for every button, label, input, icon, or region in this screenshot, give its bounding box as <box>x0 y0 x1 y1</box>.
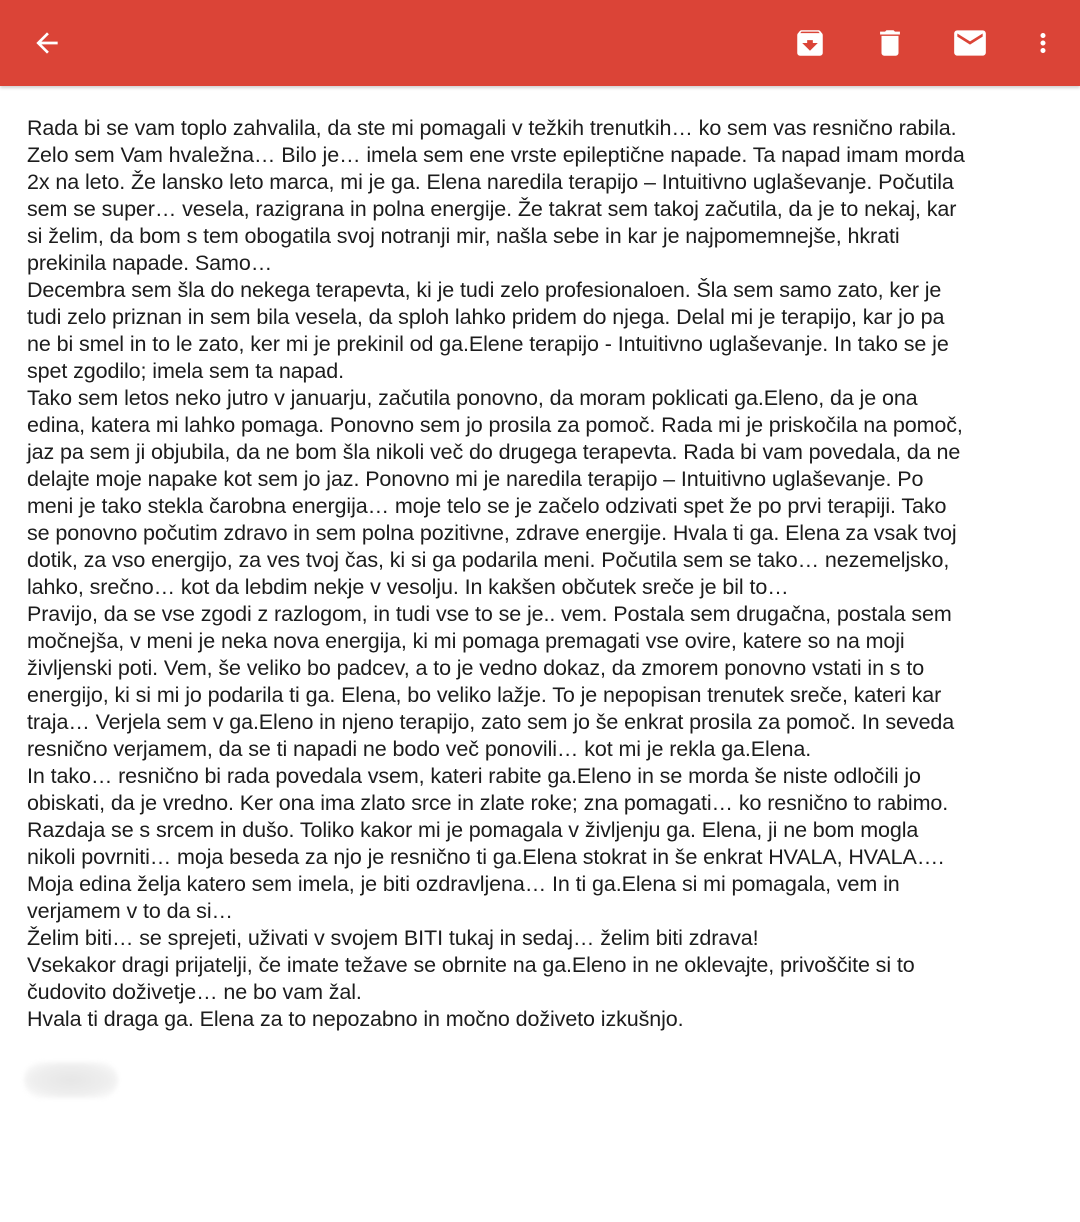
message-line: Decembra sem šla do nekega terapevta, ki je tudi zelo profesionaloen. Šla sem samo zato, ker je <box>27 278 942 302</box>
message-line: tudi zelo priznan in sem bila vesela, da sploh lahko pridem do njega. Delal mi je terapijo, kar jo pa <box>27 305 945 329</box>
message-line: Zelo sem Vam hvaležna… Bilo je… imela sem ene vrste epileptične napade. Ta napad imam morda <box>27 143 965 167</box>
message-line: prekinila napade. Samo… <box>27 251 273 275</box>
message-line: lahko, srečno… kot da lebdim nekje v vesolju. In kakšen občutek sreče je bil to… <box>27 575 789 599</box>
message-line: Rada bi se vam toplo zahvalila, da ste mi pomagali v težkih trenutkih… ko sem vas resnično rabila. <box>27 116 957 140</box>
message-line: obiskati, da je vredno. Ker ona ima zlato srce in zlate roke; zna pomagati… ko resnično to rabimo. <box>27 791 949 815</box>
message-line: ne bi smel in to le zato, ker mi je prekinil od ga.Elene terapijo - Intuitivno uglaševanje. In tako se je <box>27 332 949 356</box>
message-line: jaz pa sem ji objubila, da ne bom šla nikoli več do drugega terapevta. Rada bi vam povedala, da ne <box>27 440 961 464</box>
message-line: čudovito doživetje… ne bo vam žal. <box>27 980 362 1004</box>
archive-icon <box>793 26 827 60</box>
message-line: Vsekakor dragi prijatelji, če imate težave se obrnite na ga.Eleno in ne oklevajte, privoščite si to <box>27 953 915 977</box>
message-line: Hvala ti draga ga. Elena za to nepozabno in močno doživeto izkušnjo. <box>27 1007 684 1031</box>
mail-icon <box>951 24 989 62</box>
message-line: Pravijo, da se vse zgodi z razlogom, in tudi vse to se je.. vem. Postala sem drugačna, postala sem <box>27 602 952 626</box>
delete-button[interactable] <box>865 18 915 68</box>
message-line: meni je tako stekla čarobna energija… moje telo se je začelo odzivati spet že po prvi terapiji. Tako <box>27 494 947 518</box>
message-line: verjamem v to da si… <box>27 899 233 923</box>
message-line: traja… Verjela sem v ga.Eleno in njeno terapijo, zato sem jo še enkrat prosila za pomoč. In seveda <box>27 710 955 734</box>
message-line: Tako sem letos neko jutro v januarju, začutila ponovno, da moram poklicati ga.Eleno, da je ona <box>27 386 918 410</box>
message-line: energijo, ki si mi jo podarila ti ga. Elena, bo veliko lažje. To je nepopisan trenutek sreče, kateri kar <box>27 683 942 707</box>
message-line: dotik, za vso energijo, za ves tvoj čas, ki si ga podarila meni. Počutila sem se tako… nezemeljsko, <box>27 548 950 572</box>
message-line: In tako… resnično bi rada povedala vsem, kateri rabite ga.Eleno in se morda še niste odločili jo <box>27 764 921 788</box>
message-line: Razdaja se s srcem in dušo. Toliko kakor mi je pomagala v življenju ga. Elena, ji ne bom mogla <box>27 818 919 842</box>
message-line: resnično verjamem, da se ti napadi ne bodo več ponovili… kot mi je rekla ga.Elena. <box>27 737 812 761</box>
back-button[interactable] <box>22 18 72 68</box>
message-line: sem se super… vesela, razigrana in polna energije. Že takrat sem takoj začutila, da je to nekaj, kar <box>27 197 957 221</box>
mark-unread-button[interactable] <box>945 18 995 68</box>
message-line: 2x na leto. Že lansko leto marca, mi je ga. Elena naredila terapijo – Intuitivno uglaševanje. Počutila <box>27 170 954 194</box>
blurred-signature <box>24 1062 118 1098</box>
message-line: močnejša, v meni je neka nova energija, ki mi pomaga premagati vse ovire, katere so na moji <box>27 629 905 653</box>
message-body <box>27 115 1072 1033</box>
arrow-back-icon <box>31 27 63 59</box>
message-line: se ponovno počutim zdravo in sem polna pozitivne, zdrave energije. Hvala ti ga. Elena za vsak tvoj <box>27 521 957 545</box>
delete-icon <box>873 26 907 60</box>
more-vert-icon <box>1028 28 1058 58</box>
message-line: spet zgodilo; imela sem ta napad. <box>27 359 344 383</box>
message-line: delajte moje napake kot sem jo jaz. Ponovno mi je naredila terapijo – Intuitivno uglaševanje. Po <box>27 467 924 491</box>
message-line: Moja edina želja katero sem imela, je biti ozdravljena… In ti ga.Elena si mi pomagala, vem in <box>27 872 900 896</box>
message-line: nikoli povrniti… moja beseda za njo je resnično ti ga.Elena stokrat in še enkrat HVALA, HVALA…. <box>27 845 945 869</box>
message-line: edina, katera mi lahko pomaga. Ponovno sem jo prosila za pomoč. Rada mi je priskočila na pomoč, <box>27 413 963 437</box>
message-line: Želim biti… se sprejeti, uživati v svojem BITI tukaj in sedaj… želim biti zdrava! <box>27 926 759 950</box>
message-line: si želim, da bom s tem obogatila svoj notranji mir, našla sebe in kar je najpomemnejše, hkrati <box>27 224 900 248</box>
message-line: življenski poti. Vem, še veliko bo padcev, a to je vedno dokaz, da zmorem ponovno vstati in s to <box>27 656 925 680</box>
archive-button[interactable] <box>785 18 835 68</box>
more-options-button[interactable] <box>1018 18 1068 68</box>
app-toolbar <box>0 0 1080 86</box>
